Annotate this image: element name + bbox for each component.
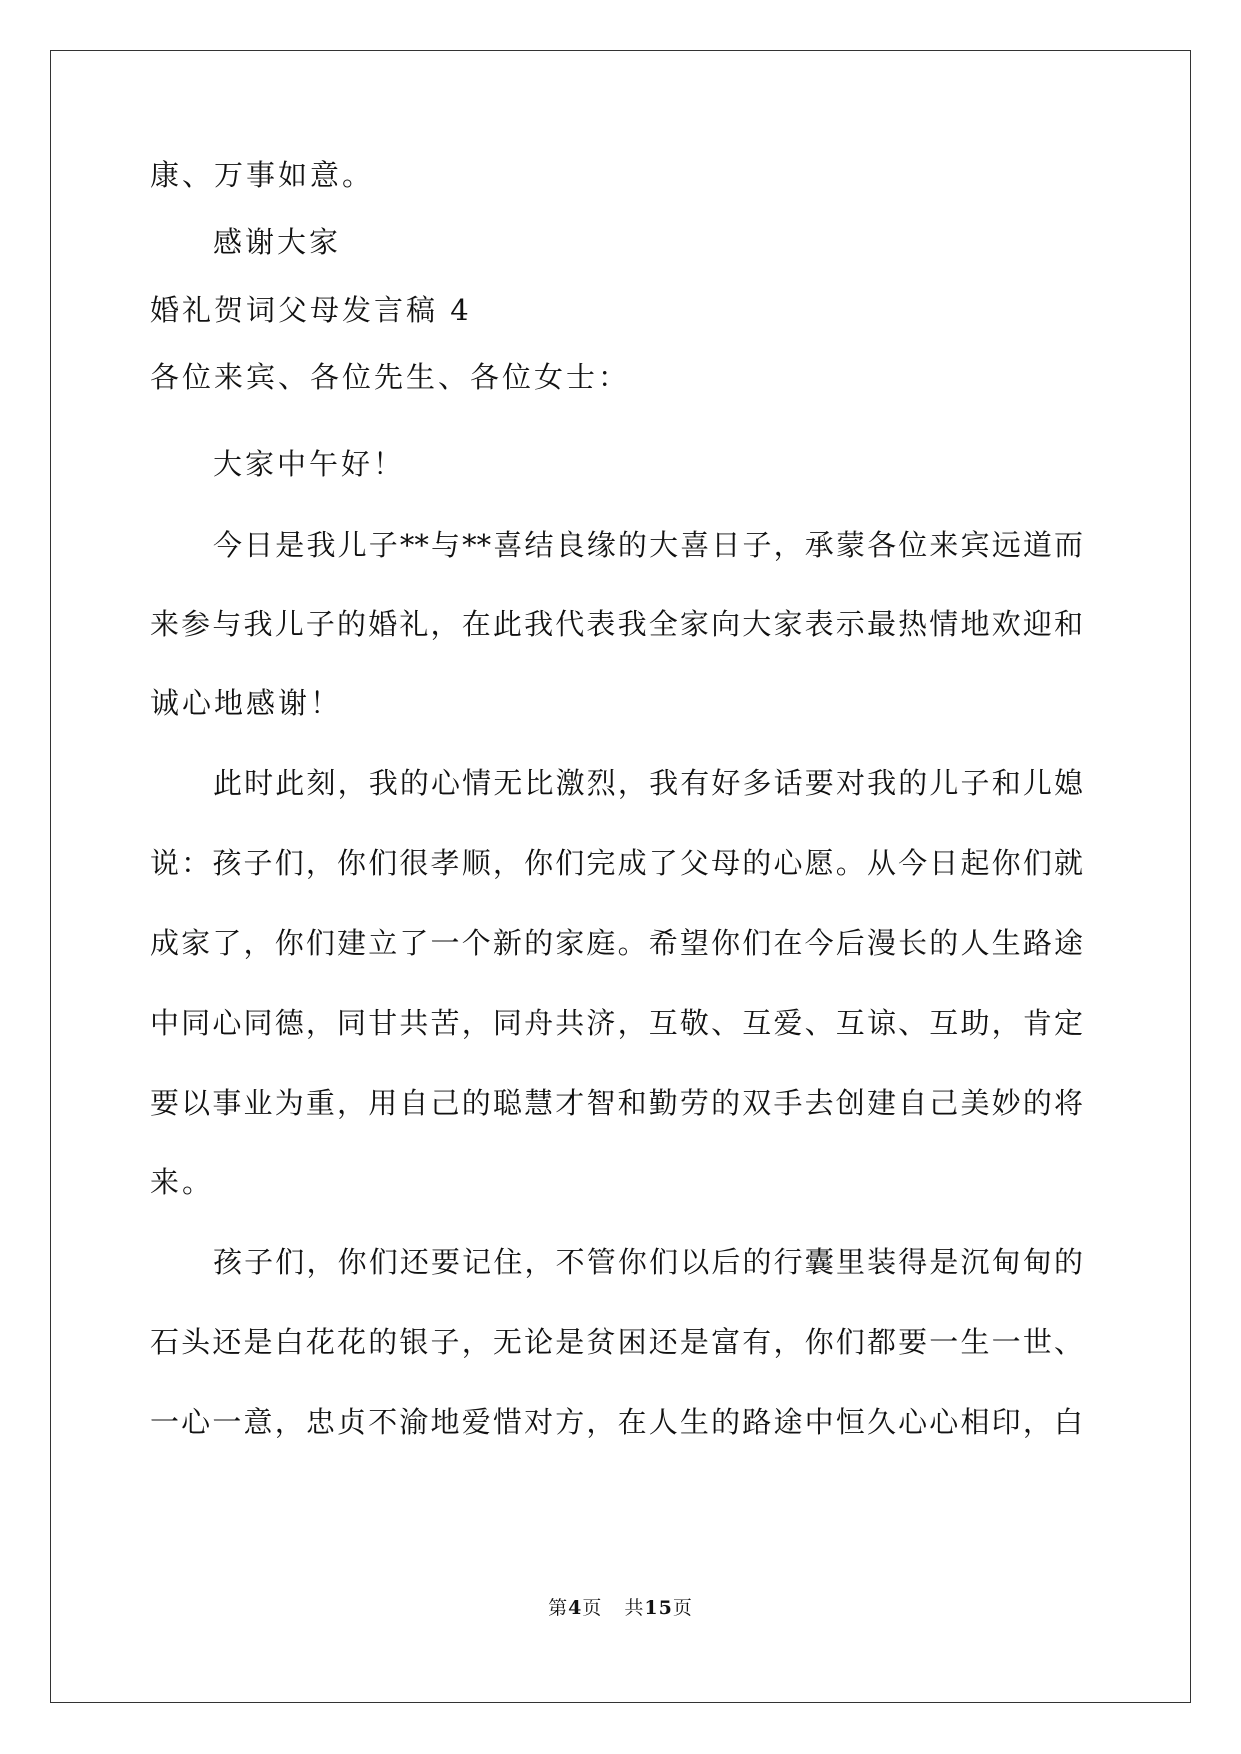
footer-page-current: 4 bbox=[568, 1597, 583, 1619]
salutation: 各位来宾、各位先生、各位女士： bbox=[150, 360, 631, 394]
footer-total-prefix: 共 bbox=[624, 1597, 645, 1619]
text-line-2: 感谢大家 bbox=[213, 225, 342, 259]
footer-page-total: 15 bbox=[644, 1597, 673, 1619]
paragraph-3-line-3: 一心一意，忠贞不渝地爱惜对方，在人生的路途中恒久心心相印，白 bbox=[150, 1405, 1083, 1439]
footer-page-prefix: 第 bbox=[548, 1597, 569, 1619]
paragraph-2-line-4: 中同心同德，同甘共苦，同舟共济，互敬、互爱、互谅、互助，肯定 bbox=[150, 1006, 1083, 1040]
footer-total-suffix: 页 bbox=[672, 1597, 693, 1619]
paragraph-1-line-2: 来参与我儿子的婚礼，在此我代表我全家向大家表示最热情地欢迎和 bbox=[150, 607, 1083, 641]
footer-page-mid: 页 bbox=[582, 1597, 603, 1619]
page-number-footer bbox=[0, 1596, 1241, 1620]
paragraph-2-line-1: 此时此刻，我的心情无比激烈，我有好多话要对我的儿子和儿媳 bbox=[213, 766, 1083, 800]
paragraph-2-line-2: 说：孩子们，你们很孝顺，你们完成了父母的心愿。从今日起你们就 bbox=[150, 846, 1083, 880]
paragraph-1-line-1: 今日是我儿子**与**喜结良缘的大喜日子，承蒙各位来宾远道而 bbox=[213, 528, 1083, 562]
paragraph-2-line-5: 要以事业为重，用自己的聪慧才智和勤劳的双手去创建自己美妙的将 bbox=[150, 1086, 1083, 1120]
greeting: 大家中午好！ bbox=[213, 447, 406, 481]
paragraph-3-line-1: 孩子们，你们还要记住，不管你们以后的行囊里装得是沉甸甸的 bbox=[213, 1245, 1083, 1279]
section-heading: 婚礼贺词父母发言稿 4 bbox=[150, 293, 472, 327]
text-line-1: 康、万事如意。 bbox=[150, 158, 375, 192]
paragraph-2-line-3: 成家了，你们建立了一个新的家庭。希望你们在今后漫长的人生路途 bbox=[150, 926, 1083, 960]
paragraph-1-line-3: 诚心地感谢！ bbox=[150, 686, 343, 720]
paragraph-3-line-2: 石头还是白花花的银子，无论是贫困还是富有，你们都要一生一世、 bbox=[150, 1325, 1083, 1359]
paragraph-2-line-6: 来。 bbox=[150, 1165, 215, 1199]
